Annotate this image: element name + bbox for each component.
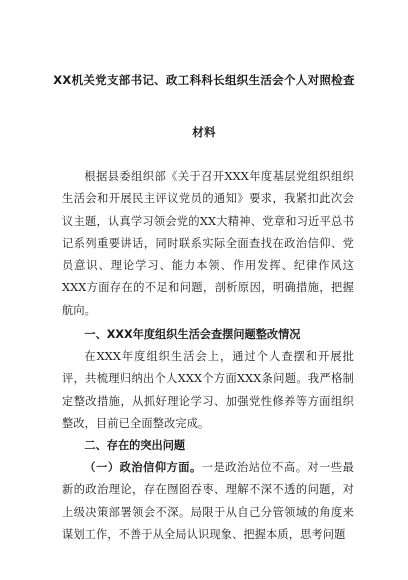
section-1-paragraph: 在XXX年度组织生活会上，通过个人查摆和开展批评，共梳理归纳出个人XXX个方面XXX条问题。我严格制定整改措施，从抓好理论学习、加强党性修养等方面组织整改，目前已全面整改完成。 — [62, 350, 354, 430]
subsection-1-label: （一）政治信仰方面。 — [84, 461, 202, 474]
subsection-1-body: 一是政治站位不高。对一些最新的政治理论，存在囫囵吞枣、理解不深不透的问题，对上级决策部署领会不深。局限于从自己分管领域的角度来谋划工作，不善于从全局认识现象、把握本质，思考问题 — [62, 461, 354, 541]
subsection-1-paragraph — [62, 457, 354, 546]
document-title-line-2: 材料 — [192, 125, 216, 139]
section-1-heading: 一、XXX年度组织生活会查摆问题整改情况 — [84, 328, 301, 341]
intro-paragraph: 根据县委组织部《关于召开XXX年度基层党组织组织生活会和开展民主评议党员的通知》要求，我紧扣此次会议主题，认真学习领会党的XX大精神、党章和习近平总书记系列重要讲话，同时联系实际全面查找在政治信仰、党员意识、理论学习、能力本领、作用发挥、纪律作风这XXX方面存在的不足和问题，剖析原因，明确措施，把握航向。 — [62, 170, 354, 317]
document-title-line-1: XX机关党支部书记、政工科科长组织生活会个人对照检查 — [53, 73, 355, 87]
section-2-heading: 二、存在的突出问题 — [84, 439, 186, 452]
